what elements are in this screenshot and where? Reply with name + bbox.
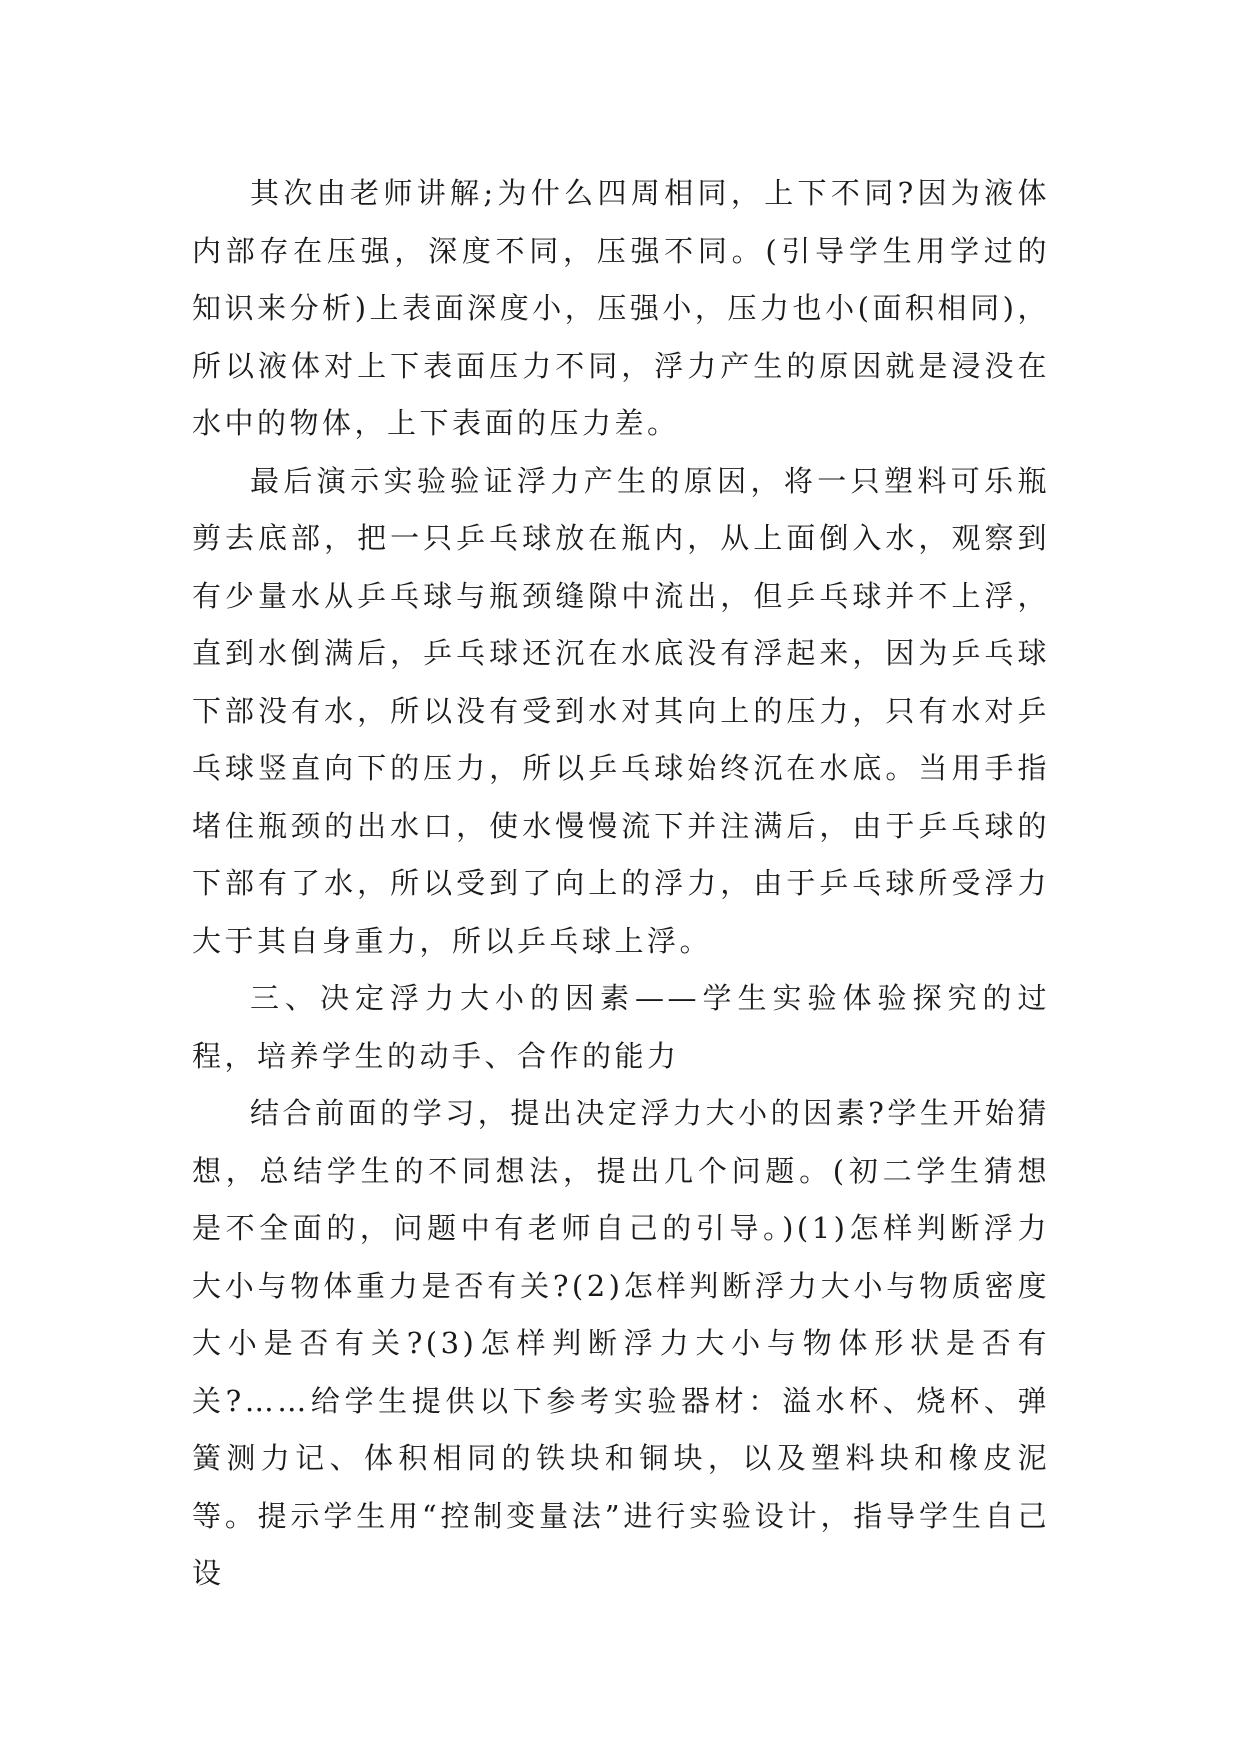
paragraph-demo-experiment: 最后演示实验验证浮力产生的原因，将一只塑料可乐瓶剪去底部，把一只乒乓球放在瓶内，从上面倒入水，观察到有少量水从乒乓球与瓶颈缝隙中流出，但乒乓球并不上浮，直到水倒满后，乒乓球还沉在水底没有浮起来，因为乒乓球下部没有水，所以没有受到水对其向上的压力，只有水对乒乓球竖直向下的压力，所以乒乓球始终沉在水底。当用手指堵住瓶颈的出水口，使水慢慢流下并注满后，由于乒乓球的下部有了水，所以受到了向上的浮力，由于乒乓球所受浮力大于其自身重力，所以乒乓球上浮。 [192, 463, 1050, 958]
paragraph-buoyancy-explanation: 其次由老师讲解;为什么四周相同，上下不同?因为液体内部存在压强，深度不同，压强不同。(引导学生用学过的知识来分析)上表面深度小，压强小，压力也小(面积相同)，所以液体对上下表面压力不同，浮力产生的原因就是浸没在水中的物体，上下表面的压力差。 [192, 176, 1050, 440]
paragraph-student-inquiry: 结合前面的学习，提出决定浮力大小的因素?学生开始猜想，总结学生的不同想法，提出几个问题。(初二学生猜想是不全面的，问题中有老师自己的引导。)(1)怎样判断浮力大小与物体重力是否有关?(2)怎样判断浮力大小与物质密度大小是否有关?(3)怎样判断浮力大小与物体形状是否有关?……给学生提供以下参考实验器材：溢水杯、烧杯、弹簧测力记、体积相同的铁块和铜块，以及塑料块和橡皮泥等。提示学生用“控制变量法”进行实验设计，指导学生自己设 [192, 1096, 1050, 1590]
document-page [192, 165, 1050, 1603]
section-heading-factors: 三、决定浮力大小的因素——学生实验体验探究的过程，培养学生的动手、合作的能力 [192, 981, 1050, 1073]
